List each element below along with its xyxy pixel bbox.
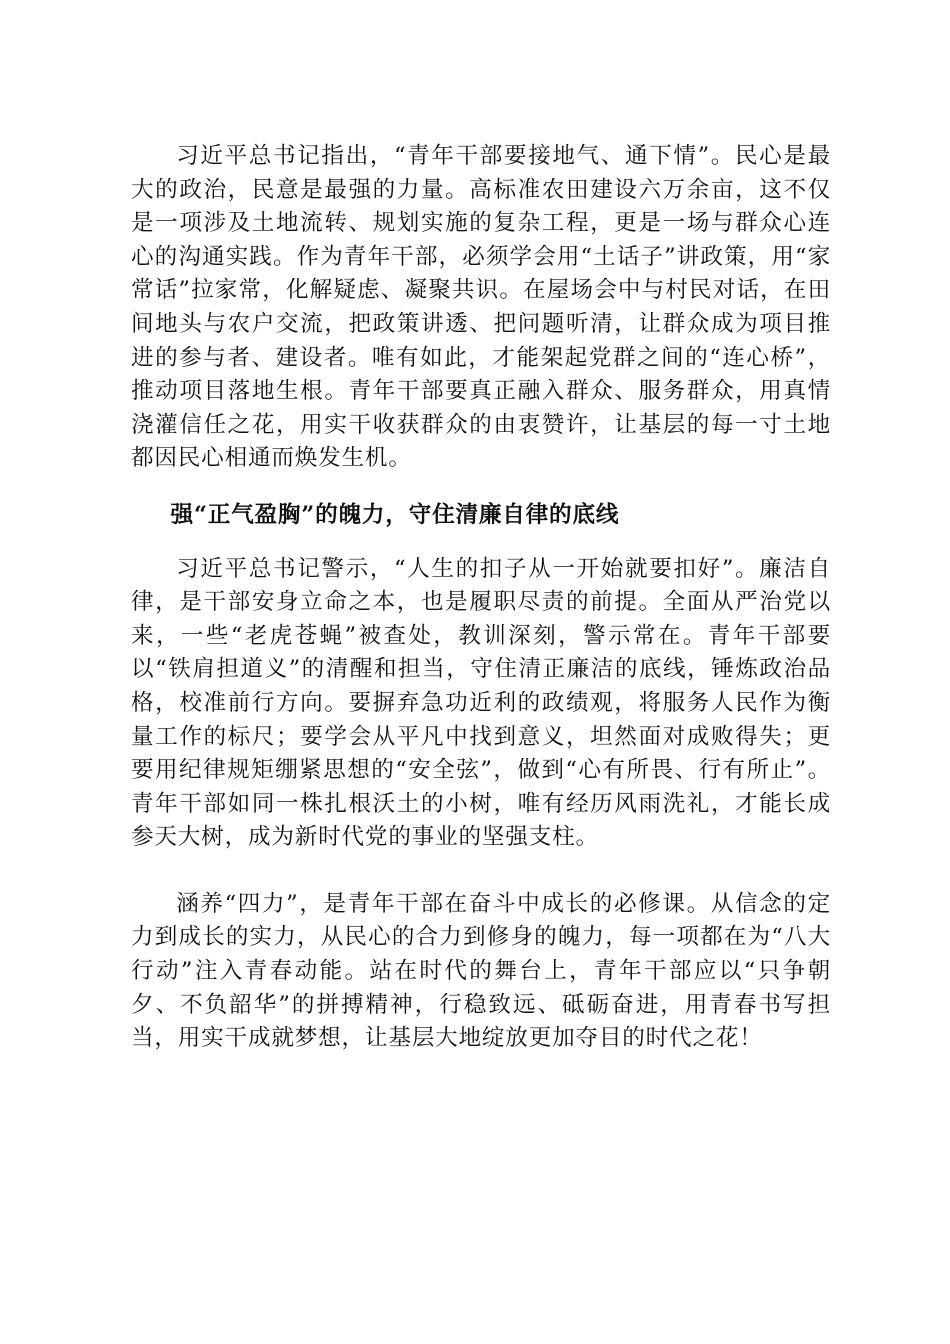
body-paragraph-2: 习近平总书记警示，“人生的扣子从一开始就要扣好”。廉洁自律，是干部安身立命之本，也是履职尽责的前提。全面从严治党以来，一些“老虎苍蝇”被查处，教训深刻，警示常在。青年干部要以“铁肩担道义”的清醒和担当，守住清正廉洁的底线，锤炼政治品格，校准前行方向。要摒弃急功近利的政绩观，将服务人民作为衡量工作的标尺；要学会从平凡中找到意义，坦然面对成败得失；更要用纪律规矩绷紧思想的“安全弦”，做到“心有所畏、行有所止”。青年干部如同一株扎根沃土的小树，唯有经历风雨洗礼，才能长成参天大树，成为新时代党的事业的坚强支柱。 xyxy=(131,555,831,851)
section-heading: 强“正气盈胸”的魄力，守住清廉自律的底线 xyxy=(170,501,620,528)
paragraph-spacer xyxy=(131,476,831,499)
paragraph-spacer xyxy=(131,533,831,553)
body-paragraph-3: 涵养“四力”，是青年干部在奋斗中成长的必修课。从信念的定力到成长的实力，从民心的合力到修身的魄力，每一项都在为“八大行动”注入青春动能。站在时代的舞台上，青年干部应以“只争朝夕、不负韶华”的拼搏精神，行稳致远、砥砺奋进，用青春书写担当，用实干成就梦想，让基层大地绽放更加夺目的时代之花！ xyxy=(131,890,831,1052)
document-body xyxy=(131,140,831,1056)
paragraph-spacer xyxy=(131,855,831,888)
body-paragraph-1: 习近平总书记指出，“青年干部要接地气、通下情”。民心是最大的政治，民意是最强的力量。高标准农田建设六万余亩，这不仅是一项涉及土地流转、规划实施的复杂工程，更是一场与群众心连心的沟通实践。作为青年干部，必须学会用“土话子”讲政策，用“家常话”拉家常，化解疑虑、凝聚共识。在屋场会中与村民对话，在田间地头与农户交流，把政策讲透、把问题听清，让群众成为项目推进的参与者、建设者。唯有如此，才能架起党群之间的“连心桥”，推动项目落地生根。青年干部要真正融入群众、服务群众，用真情浇灌信任之花，用实干收获群众的由衷赞许，让基层的每一寸土地都因民心相通而焕发生机。 xyxy=(131,143,831,472)
